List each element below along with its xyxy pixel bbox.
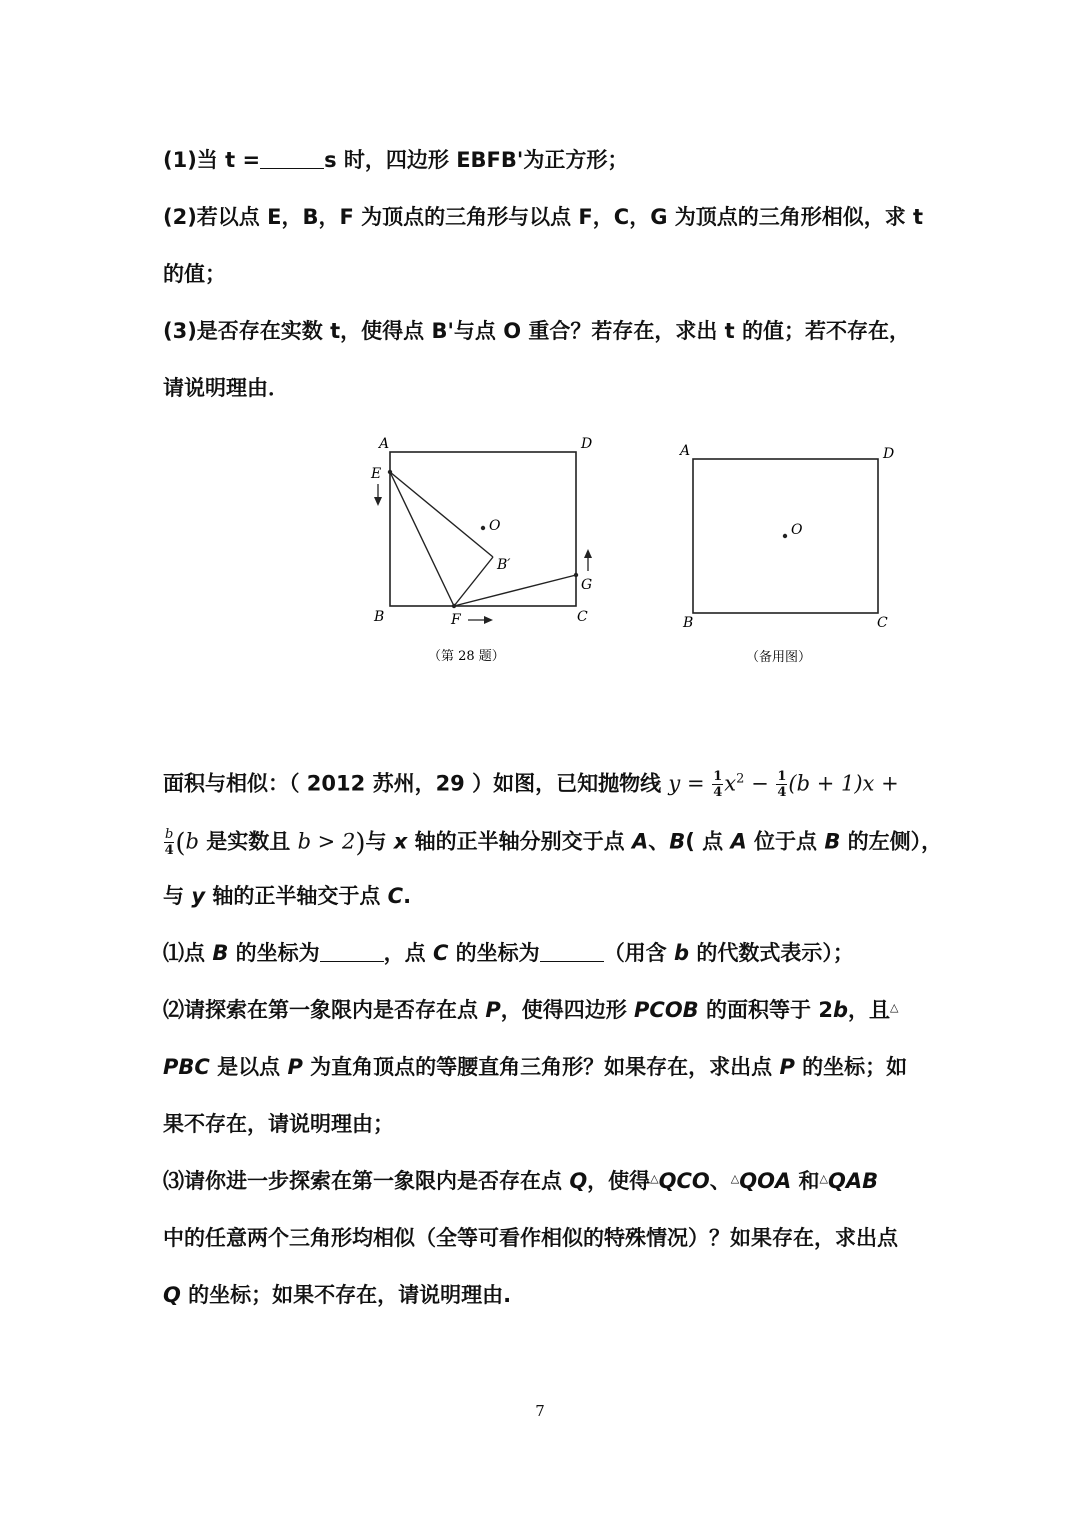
triangle-symbol-icon: △ [650, 1172, 659, 1185]
point-e [388, 470, 392, 474]
segment-eb-prime [390, 472, 493, 557]
answer-blank-c-coord[interactable] [540, 943, 604, 962]
question-2-line-1: (2)若以点 E，B，F 为顶点的三角形与以点 F，C，G 为顶点的三角形相似，求 t [163, 205, 924, 229]
figure-caption-spare: （备用图） [746, 650, 812, 665]
triangle-symbol-icon: △ [889, 1001, 899, 1014]
label-a-spare: A [680, 443, 691, 459]
sub-question-3-line-1: ⑶请你进一步探索在第一象限内是否存在点 Q，使得△QCO、△QOA 和△QAB [163, 1169, 879, 1193]
sub-question-1: ⑴点 B 的坐标为 ，点 C 的坐标为 （用含 b 的代数式表示）； [163, 941, 854, 965]
point-o [481, 526, 485, 530]
arrow-up-icon [584, 549, 592, 571]
label-b-spare: B [683, 615, 694, 631]
label-c: C [577, 609, 588, 625]
triangle-symbol-icon: △ [819, 1172, 828, 1185]
figure-caption: （第 28 题） [428, 649, 505, 664]
point-f [452, 604, 456, 608]
label-c-spare: C [877, 615, 888, 631]
label-o-spare: O [791, 522, 803, 538]
sub-question-2-line-2: PBC 是以点 P 为直角顶点的等腰直角三角形？如果存在，求出点 P 的坐标；如 [163, 1055, 908, 1079]
problem-intro-line-1: 面积与相似：（ 2012 苏州，29 ）如图，已知抛物线 y = $\frac{1}{4}$ $x^2$ − $\frac{1}{4}$ (b + 1)x + [163, 769, 899, 800]
label-d-spare: D [883, 446, 895, 462]
triangle-symbol-icon: △ [730, 1172, 740, 1185]
segment-fg [454, 575, 576, 606]
point-g [574, 573, 578, 577]
segment-ef [390, 472, 454, 606]
question-3-line-1: (3)是否存在实数 t，使得点 B'与点 O 重合？若存在，求出 t 的值；若不存在， [163, 319, 911, 343]
sub-question-3-line-2: 中的任意两个三角形均相似（全等可看作相似的特殊情况）？如果存在，求出点 [163, 1226, 898, 1250]
page-number: 7 [535, 1402, 545, 1420]
arrow-right-icon [468, 616, 493, 624]
question-3-line-2: 请说明理由． [163, 376, 289, 400]
figure-problem-28 [360, 430, 610, 670]
segment-fb-prime [454, 557, 493, 606]
label-f: F [451, 612, 461, 628]
label-e: E [371, 466, 382, 482]
question-1: (1)当 t = s 时，四边形 EBFB'为正方形； [163, 148, 629, 172]
label-a: A [379, 436, 390, 452]
question-2-line-2: 的值； [163, 262, 226, 286]
label-b-prime: B′ [497, 557, 511, 573]
fraction-b-quarter: $\frac{b}{4}$ [164, 827, 174, 858]
label-b: B [374, 609, 385, 625]
figure-spare [670, 440, 910, 670]
fraction-one-quarter: $\frac{1}{4}$ [713, 769, 723, 800]
fraction-one-quarter-2: $\frac{1}{4}$ [777, 769, 787, 800]
label-d: D [581, 436, 593, 452]
sub-question-3-line-3: Q 的坐标；如果不存在，请说明理由. [163, 1283, 512, 1307]
answer-blank-t[interactable] [260, 150, 324, 169]
label-o: O [489, 518, 501, 534]
sub-question-2-line-3: 果不存在，请说明理由； [163, 1112, 394, 1136]
sub-question-2-line-1: ⑵请探索在第一象限内是否存在点 P，使得四边形 PCOB 的面积等于 2b，且△ [163, 998, 899, 1022]
arrow-down-icon [374, 484, 382, 506]
problem-intro-line-3: 与 y 轴的正半轴交于点 C. [163, 884, 412, 908]
problem-intro-line-2: $\frac{b}{4}$ (b 是实数且 b > 2)与 x 轴的正半轴分别交于点 A、B( 点 A 位于点 B 的左侧）， [164, 827, 943, 859]
point-o-spare [783, 534, 787, 538]
answer-blank-b-coord[interactable] [320, 943, 384, 962]
label-g: G [581, 577, 593, 593]
